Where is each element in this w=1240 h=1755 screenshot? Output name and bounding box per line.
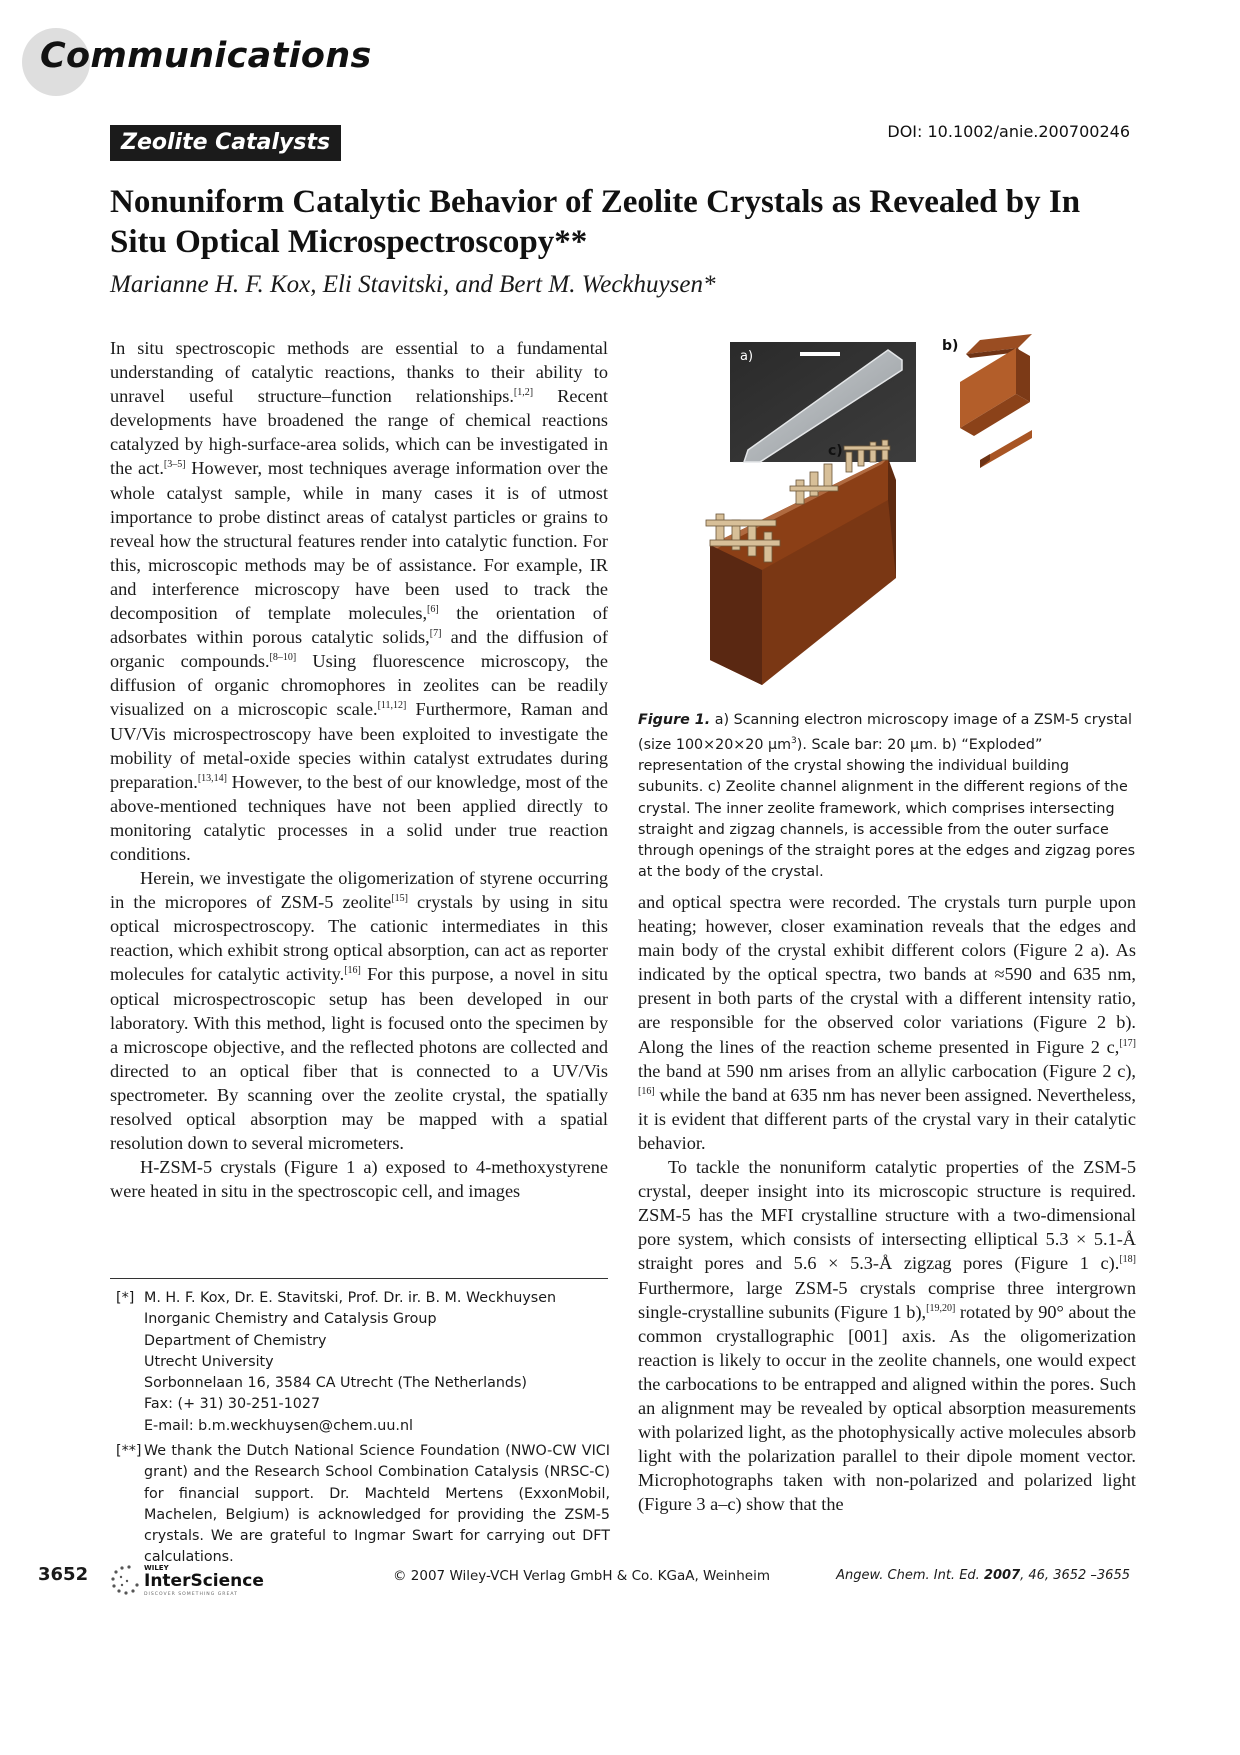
paragraph-continued: and optical spectra were recorded. The crystals turn purple upon heating; however, closer examination reveals that the edges and main body of the crystal exhibit different colors (Figure 2 a). As indicated by the optical spectra, two bands at ≈590 and 635 nm, present in both parts of the crystal with a different intensity ratio, are responsible for the observed color variations (Figure 2 b). Along the lines of the reaction scheme presented in Figure 2 c,[17] the band at 590 nm arises from an allylic carbocation (Figure 2 c),[16] while the band at 635 nm has never been assigned. Nevertheless, it is evident that different parts of the crystal vary in their catalytic behavior. (638, 892, 1136, 1153)
reference-link[interactable]: [16] (638, 1085, 655, 1097)
footnote-email[interactable]: E-mail: b.m.weckhuysen@chem.uu.nl (144, 1417, 413, 1434)
right-column-body (638, 890, 1136, 1516)
panel-c-channel-alignment (706, 440, 896, 685)
author-list: Marianne H. F. Kox, Eli Stavitski, and Bert M. Weckhuysen* (110, 271, 716, 298)
panel-label-c: c) (828, 443, 843, 459)
reference-link[interactable]: [7] (429, 628, 442, 640)
footnote-divider (110, 1278, 608, 1279)
reference-link[interactable]: [18] (1119, 1254, 1136, 1266)
footnote-line: Fax: (+ 31) 30-251-1027 (144, 1396, 321, 1413)
paragraph-hzsm5: H-ZSM-5 crystals (Figure 1 a) exposed to 4-methoxystyrene were heated in situ in the spectroscopic cell, and images (110, 1157, 608, 1202)
footnote-line: M. H. F. Kox, Dr. E. Stavitski, Prof. Dr. ir. B. M. Weckhuysen (144, 1290, 557, 1306)
footnote-mark: [**] (116, 1443, 142, 1459)
panel-label-b: b) (942, 338, 959, 354)
paragraph-intro: In situ spectroscopic methods are essential to a fundamental understanding of catalytic reactions, thanks to their ability to unravel useful structure–function relationships.[1,2] Recent developments have broadened the range of chemical reactions catalyzed by high-surface-area solids, which can be investigated in the act.[3–5] However, most techniques average information over the whole catalyst sample, while in many cases it is of utmost importance to probe distinct areas of catalyst particles or grains to reveal how the structural features render into catalytic function. For this, microscopic methods may be of assistance. For example, IR and interference microscopy have been used to track the decomposition of template molecules,[6] the orientation of adsorbates within porous catalytic solids,[7] and the diffusion of organic compounds.[8–10] Using fluorescence microscopy, the diffusion of organic chromophores in zeolites can be readily visualized on a microscopic scale.[11,12] Furthermore, Raman and UV/Vis microspectroscopy have been exploited to investigate the mobility of metal-oxide species within catalyst extrudates during preparation.[13,14] However, to the best of our knowledge, most of the above-mentioned techniques have not been applied directly to monitoring catalytic processes in a solid under true reaction conditions. (110, 338, 609, 864)
paragraph-herein: Herein, we investigate the oligomerization of styrene occurring in the micropores of ZSM-5 zeolite[15] crystals by using in situ optical microspectroscopy. The cationic intermediates in this reaction, which exhibit strong optical absorption, can act as reporter molecules for catalytic activity.[16] For this purpose, a novel in situ optical microspectroscopic setup has been developed in our laboratory. With this method, light is focused onto the specimen by a microscope objective, and the reflected photons are collected and directed to an optical fiber that is connected to a UV/Vis spectrometer. By scanning over the zeolite crystal, the spatially resolved optical absorption may be mapped with a spatial resolution down to several micrometers. (110, 868, 608, 1154)
doi-link[interactable]: DOI: 10.1002/anie.200700246 (887, 122, 1130, 141)
svg-text:DISCOVER SOMETHING GREAT: DISCOVER SOMETHING GREAT (144, 1592, 238, 1597)
panel-b-exploded-view (942, 334, 1032, 468)
reference-link[interactable]: [13,14] (197, 772, 227, 784)
reference-link[interactable]: [1,2] (513, 387, 534, 399)
reference-link[interactable]: [15] (391, 893, 408, 905)
reference-link[interactable]: [16] (344, 965, 361, 977)
footnote-line: Inorganic Chemistry and Catalysis Group (144, 1311, 437, 1328)
reference-link[interactable]: [11,12] (377, 700, 407, 712)
paragraph-tackle: To tackle the nonuniform catalytic properties of the ZSM-5 crystal, deeper insight into its microscopic structure is required. ZSM-5 has the MFI crystalline structure with a two-dimensional pore system, which consists of intersecting elliptical 5.3 × 5.1-Å straight pores and 5.6 × 5.3-Å zigzag pores (Figure 1 c).[18] Furthermore, large ZSM-5 crystals comprise three intergrown single-crystalline subunits (Figure 1 b),[19,20] rotated by 90° about the common crystallographic [001] axis. As the oligomerization reaction is likely to occur in the zeolite channels, one would expect the carbocations to be entrapped and aligned within the pores. Such an alignment may be revealed by optical absorption measurements with polarized light, as the photophysically active molecules absorb light with the polarization parallel to their dipole moment vector. Microphotographs taken with non-polarized and polarized light (Figure 3 a–c) show that the (638, 1157, 1136, 1515)
journal-citation: Angew. Chem. Int. Ed. 2007, 46, 3652 –3655 (836, 1568, 1130, 1583)
reference-link[interactable]: [3–5] (163, 459, 186, 471)
section-title: Communications (40, 36, 372, 76)
footnote-line: Sorbonnelaan 16, 3584 CA Utrecht (The Netherlands) (144, 1375, 528, 1392)
reference-link[interactable]: [17] (1119, 1037, 1136, 1049)
reference-link[interactable]: [19,20] (926, 1302, 956, 1314)
footnote-acknowledgment: [**] We thank the Dutch National Science Foundation (NWO-CW VICI grant) and the Research School Combination Catalysis (NRSC-C) for financial support. Dr. Machteld Mertens (ExxonMobil, Machelen, Belgium) is acknowledged for providing the ZSM-5 crystals. We are grateful to Ingmar Swart for carrying out DFT calculations. (116, 1443, 610, 1566)
footnote-line: Department of Chemistry (144, 1332, 327, 1349)
panel-label-a: a) (740, 349, 754, 364)
copyright-notice: © 2007 Wiley-VCH Verlag GmbH & Co. KGaA, Weinheim (393, 1568, 770, 1584)
page-number: 3652 (38, 1564, 89, 1585)
footnote-affiliation (110, 1288, 610, 1437)
article-title: Nonuniform Catalytic Behavior of Zeolite Crystals as Revealed by In Situ Optical Microspectroscopy** (110, 184, 1081, 260)
page-footer (0, 1560, 1240, 1600)
figure-label: Figure 1. (638, 712, 711, 728)
svg-text:InterScience: InterScience (144, 1571, 264, 1591)
figure-1-caption: Figure 1. a) Scanning electron microscopy image of a ZSM-5 crystal (size 100×20×20 $\mu m^3$). Scale bar: 20 μm. b) “Exploded” representation of the crystal showing the individual building subunits. c) Zeolite channel alignment in the different regions of the crystal. The inner zeolite framework, which comprises intersecting straight and zigzag channels, is accessible from the outer surface through openings of the straight pores at the edges and zigzag pores at the body of the crystal. (638, 712, 1136, 881)
reference-link[interactable]: [6] (427, 603, 439, 615)
interscience-logo (108, 1560, 278, 1600)
left-column-body (110, 336, 608, 1203)
figure-1-image (640, 330, 1135, 710)
category-badge: Zeolite Catalysts (110, 125, 341, 161)
footnote-line: Utrecht University (144, 1353, 274, 1370)
svg-text:WILEY: WILEY (144, 1564, 169, 1572)
footnote-mark: [*] (116, 1290, 135, 1306)
reference-link[interactable]: [8–10] (269, 652, 297, 664)
